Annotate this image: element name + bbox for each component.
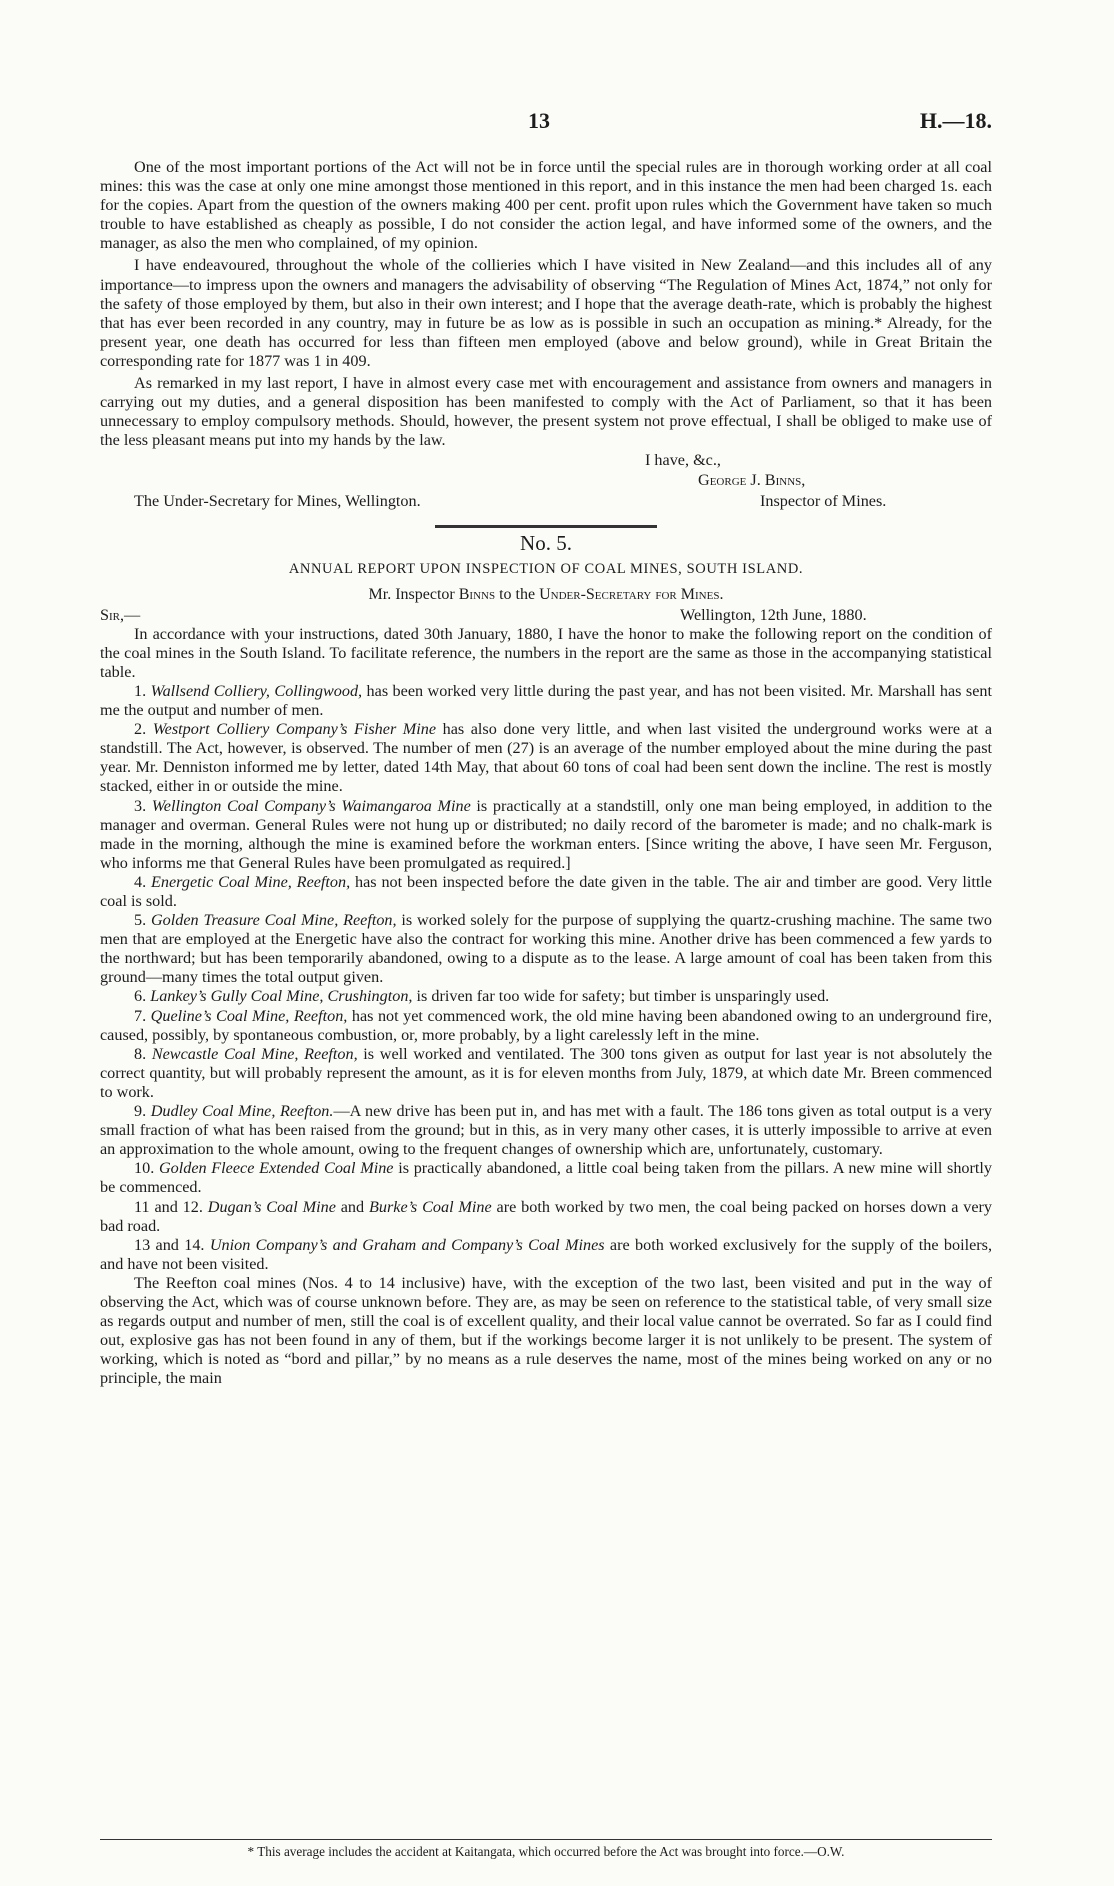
paragraph-regulation: I have endeavoured, throughout the whole of the collieries which I have visited in New Zealand—and this includes all of any importance—to impress upon the owners and managers the advisability of observing “The Regulation of Mines Act, 1874,” not only for the safety of those employed by them, but also in their own interest; and I hope that the average death-rate, which is probably the highest that has ever been recorded in any country, may in future be as low as is possible in such an occupation as mining.* Already, for the present year, one death has occurred for less than fifteen men employed (above and below ground), while in Great Britain the corresponding rate for 1877 was 1 in 409. [100, 256, 992, 370]
page-number: 13 [528, 108, 550, 133]
list-item: 1. Wallsend Colliery, Collingwood, has been worked very little during the past year, and has not been visited. Mr. Marshall has sent me the output and number of men. [100, 681, 992, 720]
paragraph-special-rules: One of the most important portions of the Act will not be in force until the special rules are in thorough working order at all coal mines: this was the case at only one mine amongst those mentioned in this report, and in this instance the men had been charged 1s. each for the copies. Apart from the question of the owners making 400 per cent. profit upon rules which the Government have taken so much trouble to have established as cheaply as possible, I do not consider the action legal, and have informed some of the owners, and the manager, as also the men who complained, of my opinion. [100, 158, 992, 253]
section-heading: ANNUAL REPORT UPON INSPECTION OF COAL MINES, SOUTH ISLAND. [288, 560, 804, 577]
list-item: 7. Queline’s Coal Mine, Reefton, has not yet commenced work, the old mine having been abandoned owing to an underground fire, caused, possibly, by spontaneous combustion, or, more probably, by a light carelessly left in the mine. [100, 1006, 993, 1044]
salutation-line [100, 606, 992, 625]
list-item: 9. Dudley Coal Mine, Reefton.—A new drive has been put in, and has met with a fault. The 186 tons given as total output is a very small fraction of what has been raised from the ground; but in this, as in very many other cases, it is utterly impossible to arrive at even an approximation to the whole amount, owing to the frequent changes of ownership which are, unfortunately, customary. [100, 1102, 993, 1159]
footnote: * This average includes the accident at Kaitangata, which occurred before the Act was brought into force.—O.W. [100, 1839, 992, 1860]
section-subheading: Mr. Inspector Binns to the Under-Secretary for Mines. [368, 585, 724, 603]
signatory-title: Inspector of Mines. [760, 492, 887, 511]
list-item: 5. Golden Treasure Coal Mine, Reefton, is worked solely for the purpose of supplying the quartz-crushing machine. The same two men that are employed at the Energetic have also the contract for working this mine. Another drive has been commenced a few yards to the northward; but has been temporarily abandoned, owing to a dispute as to the lease. A large amount of coal has been taken from this ground—many times the total output given. [100, 911, 993, 987]
paragraph-intro: In accordance with your instructions, dated 30th January, 1880, I have the honor to make the following report on the condition of the coal mines in the South Island. To facilitate reference, the numbers in the report are the same as those in the accompanying statistical table. [100, 624, 992, 681]
signature: George J. Binns, [698, 471, 806, 490]
addressee: The Under-Secretary for Mines, Wellington. [134, 492, 421, 511]
list-item: 8. Newcastle Coal Mine, Reefton, is well worked and ventilated. The 300 tons given as output for last year is not absolutely the correct quantity, but will probably represent the amount, as it is for eleven months from July, 1879, at which date Mr. Breen commenced to work. [100, 1044, 993, 1101]
list-item: 10. Golden Fleece Extended Coal Mine is practically abandoned, a little coal being taken from the pillars. A new mine will shortly be commenced. [100, 1159, 992, 1197]
closing-formula: I have, &c., [645, 451, 721, 470]
paragraph-encouragement: As remarked in my last report, I have in almost every case met with encouragement and assistance from owners and managers in carrying out my duties, and a general disposition has been manifested to comply with the Act of Parliament, so that it has been unnecessary to employ compulsory methods. Should, however, the present system not prove effectual, I shall be obliged to make use of the less pleasant means put into my hands by the law. [100, 374, 992, 450]
letter-closing [100, 451, 992, 513]
salutation: Sir,— [100, 605, 141, 624]
section-divider [435, 525, 657, 528]
paragraph-reefton-summary: The Reefton coal mines (Nos. 4 to 14 inclusive) have, with the exception of the two last, been visited and put in the way of observing the Act, which was of course unknown before. They are, as may be seen on reference to the statistical table, of very small size as regards output and number of men, still the coal is of excellent quality, and their local value cannot be overrated. So far as I could find out, explosive gas has not been found in any of them, but if the workings become larger it is not unlikely to be present. The system of working, which is noted as “bord and pillar,” by no means as a rule deserves the name, most of the mines being worked on any or no principle, the main [100, 1273, 992, 1388]
running-head [0, 108, 1114, 138]
list-item: 11 and 12. Dugan’s Coal Mine and Burke’s Coal Mine are both worked by two men, the coal being packed on horses down a very bad road. [100, 1197, 993, 1235]
list-item: 6. Lankey’s Gully Coal Mine, Crushington, is driven far too wide for safety; but timber is unsparingly used. [134, 987, 830, 1006]
list-item: 4. Energetic Coal Mine, Reefton, has not been inspected before the date given in the table. The air and timber are good. Very little coal is sold. [100, 872, 992, 910]
section-number: No. 5. [520, 531, 572, 556]
letter-date: Wellington, 12th June, 1880. [680, 605, 867, 624]
list-item: 13 and 14. Union Company’s and Graham and Company’s Coal Mines are both worked exclusively for the supply of the boilers, and have not been visited. [100, 1235, 992, 1273]
list-item: 2. Westport Colliery Company’s Fisher Mine has also done very little, and when last visited the underground works were at a standstill. The Act, however, is observed. The number of men (27) is an average of the number employed about the mine during the past year. Mr. Denniston informed me by letter, dated 14th May, that about 60 tons of coal had been sent down the incline. The rest is mostly stacked, either in or outside the mine. [100, 720, 993, 796]
body-text [100, 158, 992, 1388]
document-reference: H.—18. [919, 108, 992, 133]
list-item: 3. Wellington Coal Company’s Waimangaroa Mine is practically at a standstill, only one man being employed, in addition to the manager and overman. General Rules were not hung up or distributed; no daily record of the barometer is made; and no chalk-mark is made in the morning, although the mine is examined before the workman enters. [Since writing the above, I have seen Mr. Ferguson, who informs me that General Rules have been promulgated as required.] [100, 796, 993, 872]
